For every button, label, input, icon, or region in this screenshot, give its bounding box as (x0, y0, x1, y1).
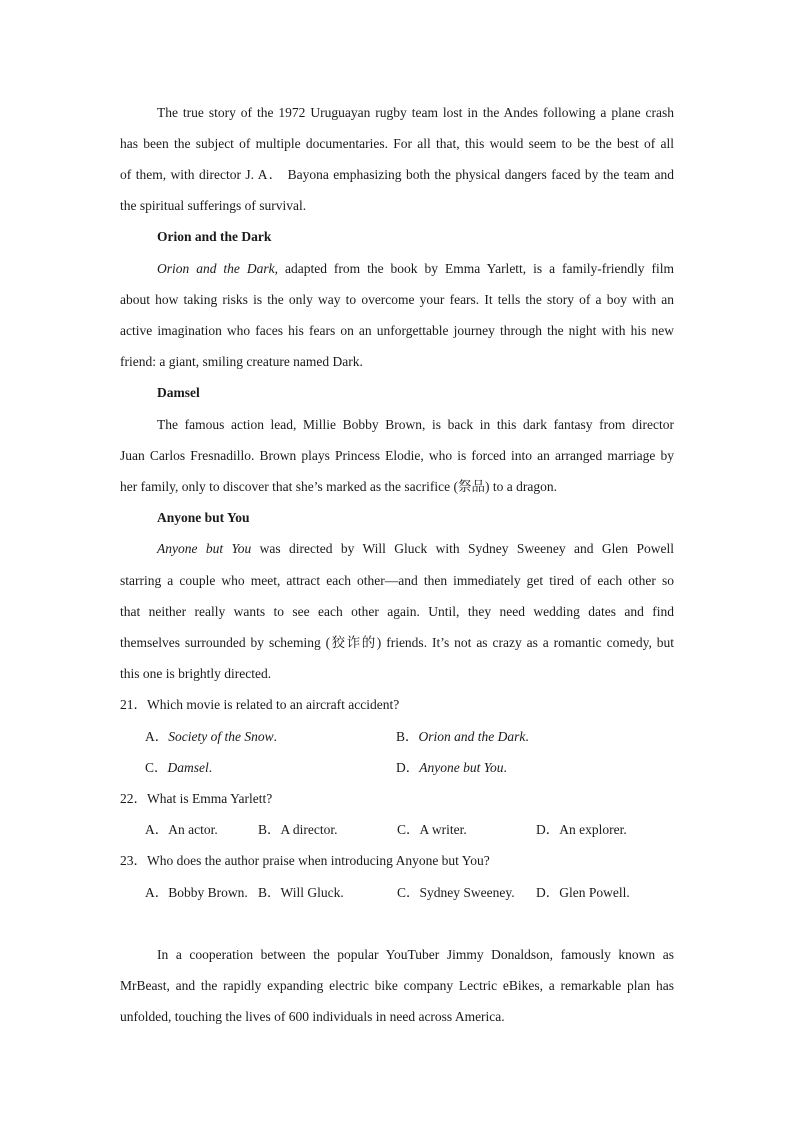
q21-option-b[interactable] (396, 728, 529, 745)
orion-line-1-rest: , adapted from the book by Emma Yarlett, is a family-friendly film (274, 261, 674, 276)
orion-line-4: friend: a giant, smiling creature named Dark. (120, 354, 363, 369)
anyone-line-2: starring a couple who meet, attract each other—and then immediately get tired of each other so (120, 573, 674, 588)
passage2-line-3: unfolded, touching the lives of 600 individuals in need across America. (120, 1009, 505, 1024)
q22-option-a[interactable]: A．An actor. (145, 822, 218, 837)
q22-option-c[interactable]: C．A writer. (397, 822, 467, 837)
anyone-title-italic: Anyone but You (157, 541, 252, 556)
q21-option-a-period: . (273, 729, 277, 744)
q21-option-d[interactable] (396, 759, 507, 776)
q23-option-c[interactable]: C．Sydney Sweeney. (397, 885, 515, 900)
anyone-line-3: that neither really wants to see each other again. Until, they need wedding dates and find (120, 604, 674, 619)
section-heading-damsel: Damsel (157, 385, 200, 400)
orion-line-1 (157, 260, 674, 277)
question-21: 21．Which movie is related to an aircraft accident? (120, 697, 400, 712)
q21-option-a-text: Society of the Snow (168, 729, 274, 744)
q21-option-c-period: . (208, 760, 213, 775)
section-heading-anyone: Anyone but You (157, 510, 250, 525)
q21-option-b-letter: B． (396, 729, 419, 744)
q22-option-d[interactable]: D．An explorer. (536, 822, 627, 837)
q21-option-d-letter: D． (396, 760, 420, 775)
orion-title-italic: Orion and the Dark (157, 261, 275, 276)
question-22: 22．What is Emma Yarlett? (120, 791, 273, 806)
damsel-line-2: Juan Carlos Fresnadillo. Brown plays Princess Elodie, who is forced into an arranged marriage by (120, 448, 674, 463)
q21-option-d-text: Anyone but You (419, 760, 504, 775)
damsel-line-3: her family, only to discover that she’s marked as the sacrifice (祭品) to a dragon. (120, 479, 557, 494)
q23-option-b[interactable]: B．Will Gluck. (258, 885, 344, 900)
intro-line-3: of them, with director J. A． Bayona emphasizing both the physical dangers faced by the team and (120, 167, 674, 182)
damsel-line-1: The famous action lead, Millie Bobby Brown, is back in this dark fantasy from director (157, 417, 674, 432)
anyone-line-4: themselves surrounded by scheming (狡诈的) friends. It’s not as crazy as a romantic comedy, but (120, 635, 674, 650)
passage2-line-2: MrBeast, and the rapidly expanding electric bike company Lectric eBikes, a remarkable plan has (120, 978, 674, 993)
intro-line-1: The true story of the 1972 Uruguayan rugby team lost in the Andes following a plane crash (157, 105, 674, 120)
anyone-line-5: this one is brightly directed. (120, 666, 272, 681)
intro-line-2: has been the subject of multiple documentaries. For all that, this would seem to be the best of all (120, 136, 674, 151)
q21-option-a[interactable] (145, 728, 277, 745)
section-heading-orion: Orion and the Dark (157, 229, 272, 244)
q21-option-c-text: Damsel (167, 760, 209, 775)
orion-line-2: about how taking risks is the only way to overcome your fears. It tells the story of a boy with an (120, 292, 674, 307)
intro-line-4: the spiritual sufferings of survival. (120, 198, 307, 213)
anyone-line-1 (157, 540, 674, 557)
q22-option-b[interactable]: B．A director. (258, 822, 338, 837)
q21-option-b-period: . (525, 729, 529, 744)
q21-option-c[interactable] (145, 759, 212, 776)
q21-option-d-period: . (503, 760, 507, 775)
q21-option-b-text: Orion and the Dark (418, 729, 526, 744)
anyone-line-1-rest: was directed by Will Gluck with Sydney Sweeney and Glen Powell (251, 541, 674, 556)
q23-option-a[interactable]: A．Bobby Brown. (145, 885, 248, 900)
q23-option-d[interactable]: D．Glen Powell. (536, 885, 630, 900)
passage2-line-1: In a cooperation between the popular YouTuber Jimmy Donaldson, famously known as (157, 947, 674, 962)
q21-option-a-letter: A． (145, 729, 169, 744)
question-23: 23．Who does the author praise when introducing Anyone but You? (120, 853, 490, 868)
q21-option-c-letter: C． (145, 760, 168, 775)
orion-line-3: active imagination who faces his fears on an unforgettable journey through the night with his new (120, 323, 674, 338)
